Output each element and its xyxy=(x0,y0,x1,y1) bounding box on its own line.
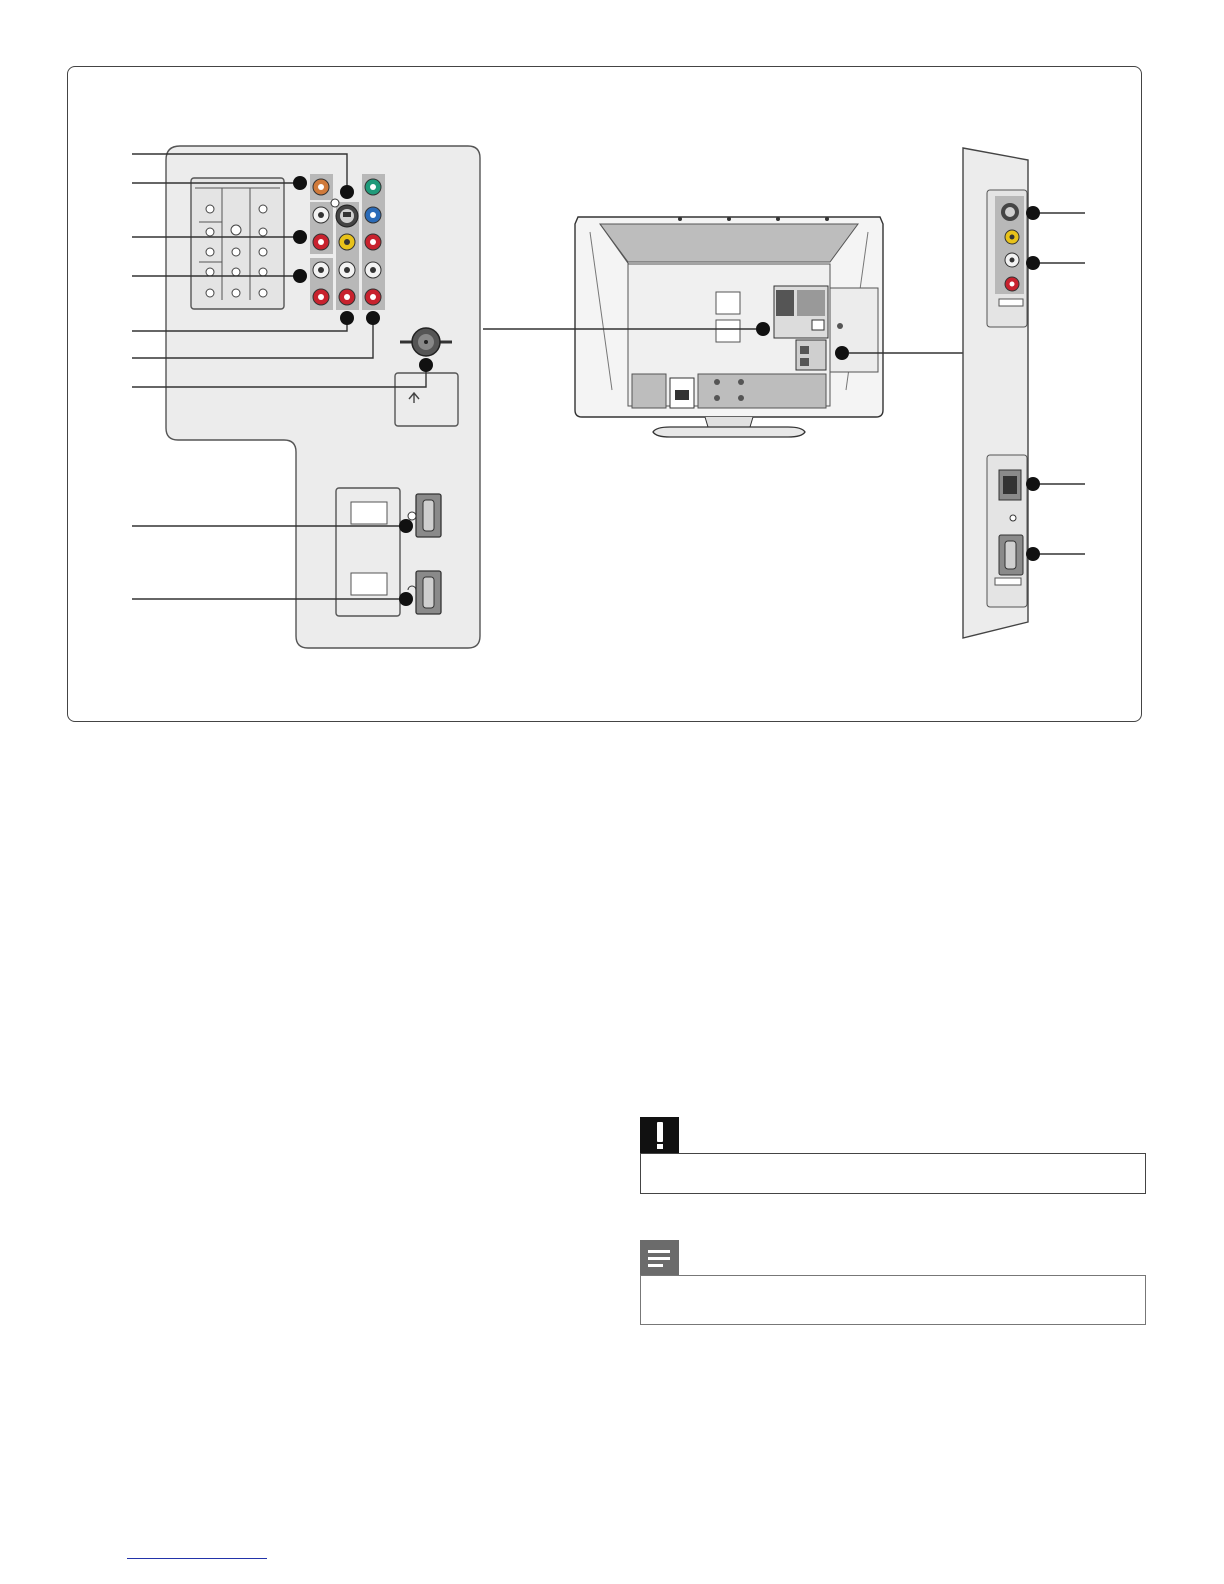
callout-marker-side-panel xyxy=(835,346,849,360)
caution-box xyxy=(640,1153,1146,1194)
callout-marker-rear-panel xyxy=(756,322,770,336)
exclamation-icon xyxy=(640,1117,679,1153)
av-jack-column-1 xyxy=(310,174,333,310)
leader-lines-side xyxy=(1033,213,1085,554)
note-box xyxy=(640,1275,1146,1325)
rear-connector-panel xyxy=(132,146,480,648)
note-lines-icon xyxy=(640,1240,679,1276)
audio-output-block xyxy=(191,178,284,309)
side-connector-panel xyxy=(963,148,1028,638)
footer-link-underline xyxy=(127,1558,267,1559)
tv-rear-view xyxy=(575,217,883,437)
connector-diagram xyxy=(0,0,1224,760)
component-jack-column xyxy=(362,174,385,310)
